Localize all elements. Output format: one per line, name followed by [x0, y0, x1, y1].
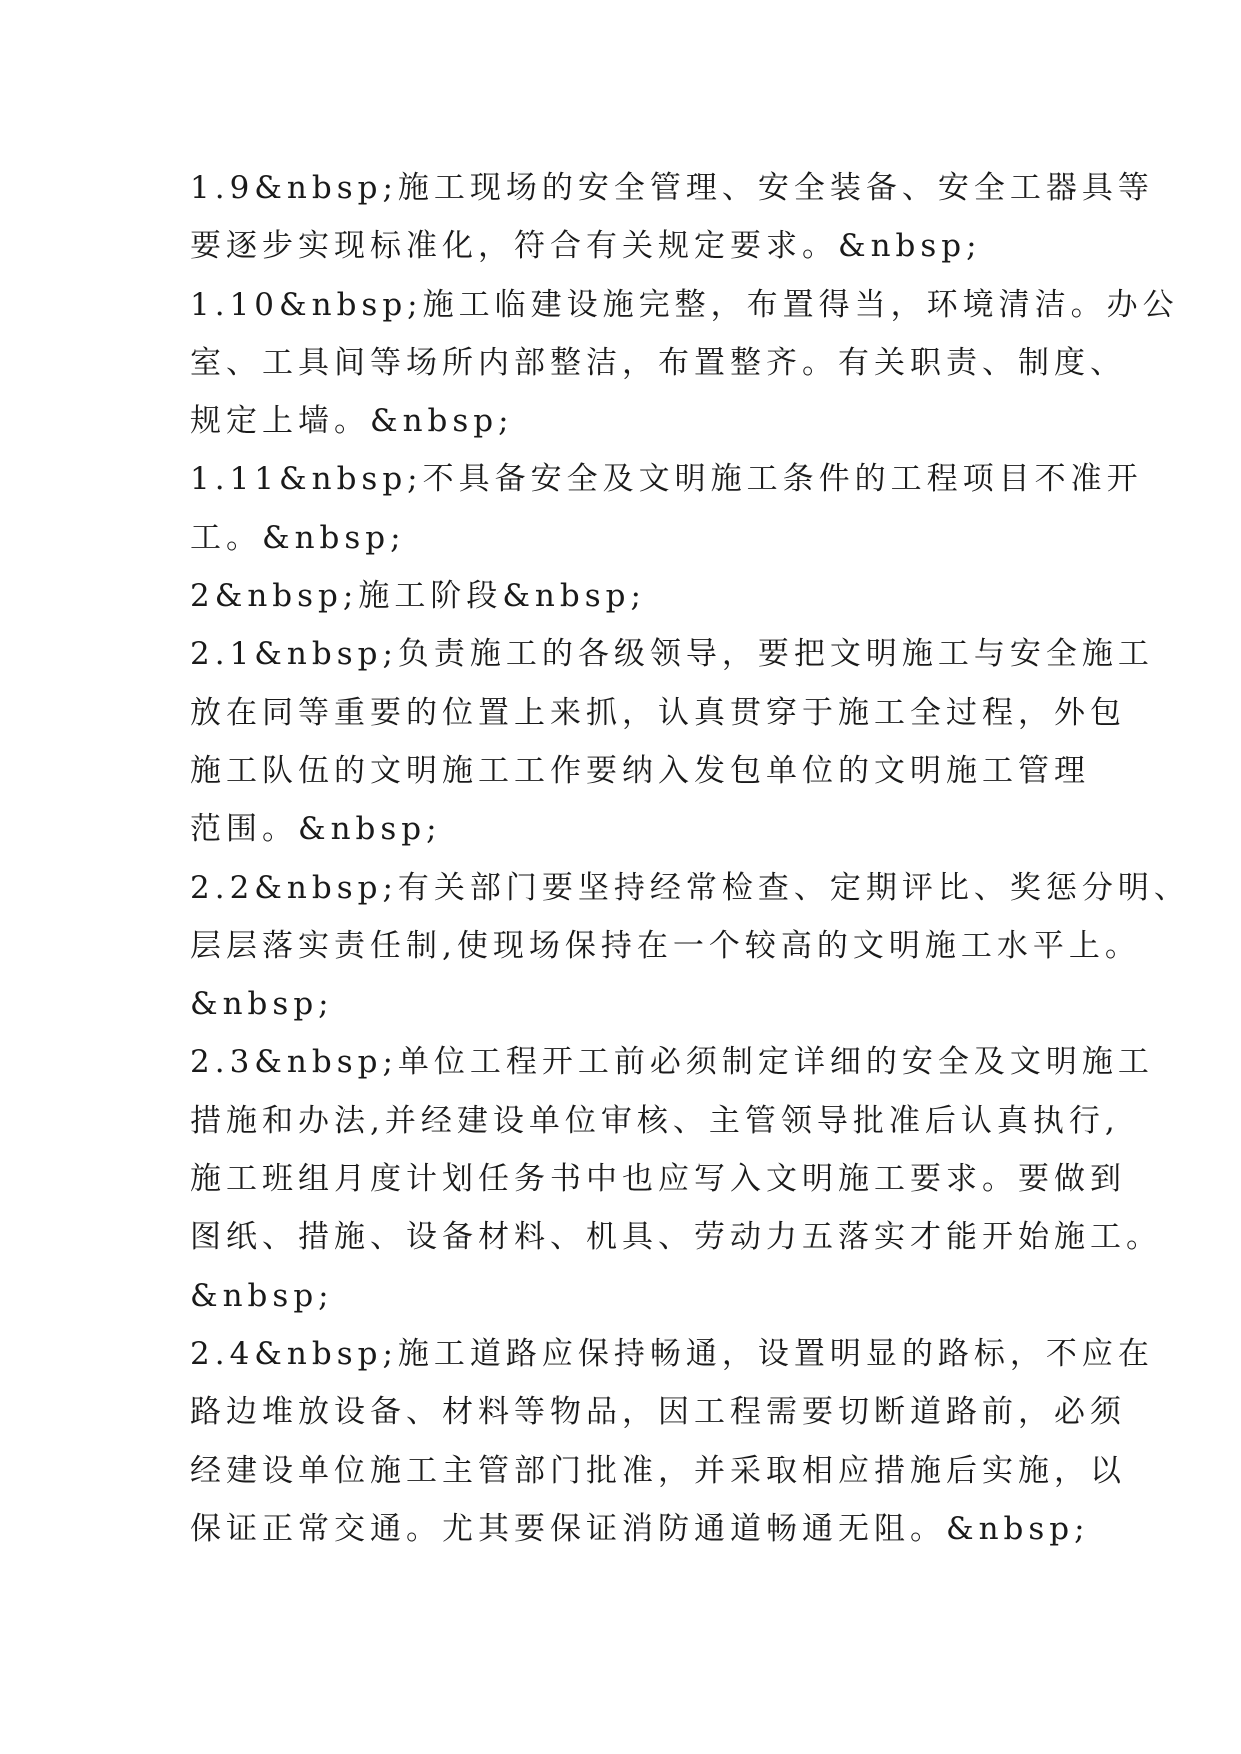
text-line: 经建设单位施工主管部门批准，并采取相应措施后实施，以	[190, 1452, 1126, 1489]
text-line: 2.4&nbsp;施工道路应保持畅通，设置明显的路标，不应在	[190, 1335, 1154, 1372]
text-line: &nbsp;	[190, 1277, 334, 1314]
text-line: 施工班组月度计划任务书中也应写入文明施工要求。要做到	[190, 1161, 1126, 1198]
text-line: 1.10&nbsp;施工临建设施完整，布置得当，环境清洁。办公	[190, 286, 1179, 323]
text-line: 1.11&nbsp;不具备安全及文明施工条件的工程项目不准开	[190, 461, 1143, 498]
text-line: 措施和办法,并经建设单位审核、主管领导批准后认真执行,	[190, 1102, 1120, 1139]
text-line: 要逐步实现标准化，符合有关规定要求。&nbsp;	[190, 228, 982, 265]
text-line: 范围。&nbsp;	[190, 811, 442, 848]
text-line: 规定上墙。&nbsp;	[190, 403, 514, 440]
text-line: 工。&nbsp;	[190, 519, 406, 556]
text-line: &nbsp;	[190, 986, 334, 1023]
text-line: 室、工具间等场所内部整洁，布置整齐。有关职责、制度、	[190, 344, 1126, 381]
text-line: 1.9&nbsp;施工现场的安全管理、安全装备、安全工器具等	[190, 170, 1154, 206]
text-line: 图纸、措施、设备材料、机具、劳动力五落实才能开始施工。	[190, 1219, 1162, 1256]
text-line: 路边堆放设备、材料等物品，因工程需要切断道路前，必须	[190, 1394, 1126, 1431]
text-line: 2.3&nbsp;单位工程开工前必须制定详细的安全及文明施工	[190, 1044, 1154, 1081]
section-heading: 2&nbsp;施工阶段&nbsp;	[190, 578, 646, 615]
text-line: 2.1&nbsp;负责施工的各级领导，要把文明施工与安全施工	[190, 636, 1154, 673]
text-line: 放在同等重要的位置上来抓，认真贯穿于施工全过程，外包	[190, 694, 1126, 731]
text-line: 保证正常交通。尤其要保证消防通道畅通无阻。&nbsp;	[190, 1510, 1090, 1547]
text-line: 施工队伍的文明施工工作要纳入发包单位的文明施工管理	[190, 752, 1090, 789]
text-line: 2.2&nbsp;有关部门要坚持经常检查、定期评比、奖惩分明、	[190, 869, 1190, 906]
text-line: 层层落实责任制,使现场保持在一个较高的文明施工水平上。	[190, 927, 1141, 964]
document-body	[190, 159, 1190, 1558]
